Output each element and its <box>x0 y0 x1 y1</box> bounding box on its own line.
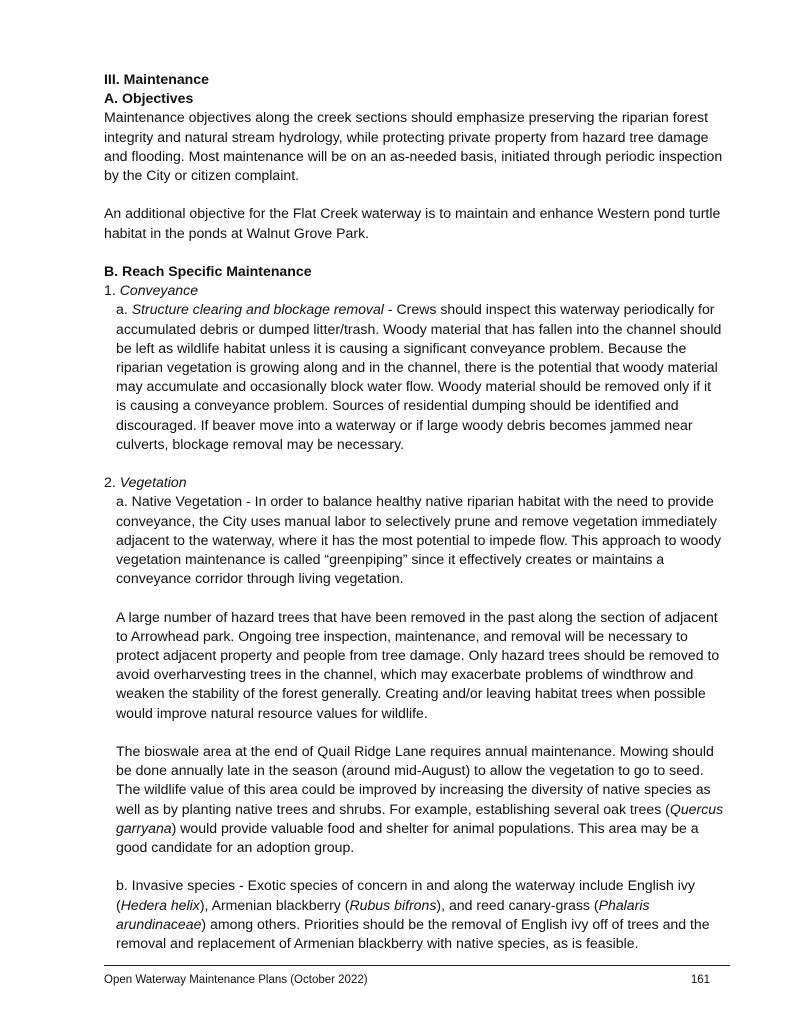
hazard-trees-paragraph: A large number of hazard trees that have been removed in the past along the section of adjacent to Arrowhead park. Ongoing tree inspection, maintenance, and removal will be necessary to protect adjacent property and people from tree damage. Only hazard trees should be removed to avoid overharvesting trees in the channel, which may exacerbate problems of windthrow and weaken the stability of the forest generally. Creating and/or leaving habitat trees when possible would improve natural resource values for wildlife. <box>116 608 720 721</box>
invasive-species-item-b <box>104 876 724 953</box>
conveyance-item-a <box>104 300 724 454</box>
vegetation-title: Vegetation <box>119 474 187 491</box>
vegetation-item-a: a. Native Vegetation - In order to balance healthy native riparian habitat with the need to provide conveyance, the City uses manual labor to selectively prune and remove vegetation immediately adjacent to the waterway, where it has the most potential to impede flow. This approach to woody vegetation maintenance is called “greenpiping” since it effectively creates or maintains a conveyance corridor through living vegetation. <box>116 493 722 587</box>
conveyance-a-label: a. <box>116 301 128 318</box>
invasive-text-1: b. Invasive species - Exotic species of concern in and along the waterway include English ivy ( <box>116 877 695 913</box>
phalaris-species: Phalaris arundinaceae <box>116 896 650 932</box>
bioswale-text-2: ) would provide valuable food and shelter for animal populations. This area may be a good candidate for an adoption group. <box>116 819 699 856</box>
objectives-paragraph-1: Maintenance objectives along the creek sections should emphasize preserving the riparian forest integrity and natural stream hydrology, while protecting private property from hazard tree damage and flooding. Most maintenance will be on an as-needed basis, initiated through periodic inspection by the City or citizen complaint. <box>104 109 723 184</box>
footer-divider <box>104 965 730 966</box>
conveyance-title: Conveyance <box>119 282 199 299</box>
invasive-text-3: ), and reed canary-grass ( <box>436 896 599 913</box>
invasive-text-4: ) among others. Priorities should be the removal of English ivy off of trees and the removal and replacement of Armenian blackberry with native species, as is feasible. <box>116 915 710 952</box>
reach-heading: B. Reach Specific Maintenance <box>104 263 312 279</box>
bioswale-paragraph <box>104 742 724 857</box>
page-footer <box>104 974 710 986</box>
footer-document-title: Open Waterway Maintenance Plans (October 2022) <box>104 974 368 986</box>
hedera-species: Hedera helix <box>120 896 200 913</box>
vegetation-number: 2. <box>104 474 116 491</box>
conveyance-number: 1. <box>104 282 116 299</box>
conveyance-a-text: - Crews should inspect this waterway periodically for accumulated debris or dumped litter/trash. Woody material that has fallen into the channel should be left as wildlife habitat unless it is causing a significant conveyance problem. Because the riparian vegetation is growing along and in the channel, there is the potential that woody material may accumulate and occasionally block water flow. Woody material should be removed only if it is causing a conveyance problem. Sources of residential dumping should be identified and discouraged. If beaver move into a waterway or if large woody debris becomes jammed near culverts, blockage removal may be necessary. <box>116 301 722 452</box>
invasive-text-2: ), Armenian blackberry ( <box>199 896 350 913</box>
conveyance-a-title: Structure clearing and blockage removal <box>131 301 384 318</box>
document-body <box>104 70 724 953</box>
quercus-species: Quercus garryana <box>116 800 724 836</box>
objectives-paragraph-2: An additional objective for the Flat Creek waterway is to maintain and enhance Western pond turtle habitat in the ponds at Walnut Grove Park. <box>104 205 721 241</box>
bioswale-text-1: The bioswale area at the end of Quail Ridge Lane requires annual maintenance. Mowing should be done annually late in the season (around mid-August) to allow the vegetation to go to seed. The wildlife value of this area could be improved by increasing the diversity of native species as well as by planting native trees and shrubs. For example, establishing several oak trees ( <box>116 743 714 817</box>
page-number: 161 <box>690 974 710 986</box>
rubus-species: Rubus bifrons <box>349 896 437 913</box>
conveyance-heading <box>104 281 724 300</box>
objectives-heading: A. Objectives <box>104 90 194 107</box>
section-title: III. Maintenance <box>104 71 209 87</box>
vegetation-heading <box>104 473 724 492</box>
